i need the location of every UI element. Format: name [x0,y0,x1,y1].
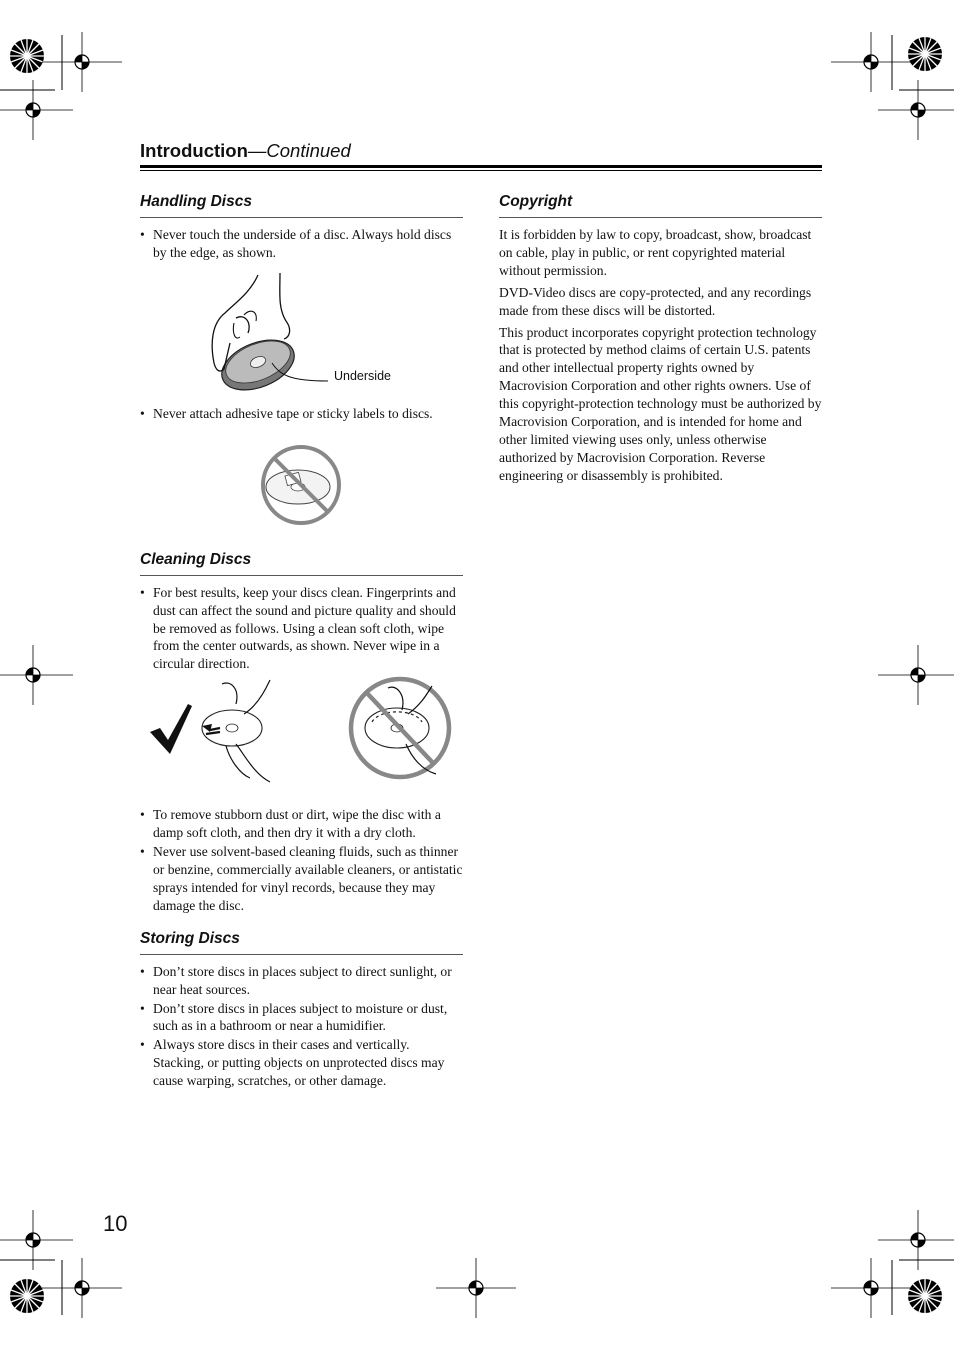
prohibited-label-icon [140,424,463,536]
cleaning-list-2 [140,806,463,914]
figure-cleaning [140,674,463,802]
figure-hold-disc [140,263,463,403]
storing-list [140,963,463,1090]
header-continued: —Continued [247,140,351,161]
left-column [140,192,463,1091]
section-heading-storing: Storing Discs [140,929,463,955]
hand-holding-disc-icon [140,263,463,403]
copyright-paragraph-1: It is forbidden by law to copy, broadcast, show, broadcast on cable, play in public, or rent copyrighted material without permission. [499,227,812,278]
page-number: 10 [103,1211,128,1236]
header-title: Introduction [140,140,248,161]
header-rule [140,165,822,168]
cleaning-bullet-3: • Never use solvent-based cleaning fluids, such as thinner or benzine, commercially available cleaners, or antistatic sprays intended for vinyl records, because they may damage the disc. [140,843,463,915]
handling-bullet-2: • Never attach adhesive tape or sticky labels to discs. [140,405,463,423]
figure-no-labels [140,424,463,536]
page-header [140,138,822,164]
handling-bullet-1: • Never touch the underside of a disc. Always hold discs by the edge, as shown. [140,226,463,262]
section-heading-copyright: Copyright [499,192,822,218]
handling-list-2 [140,405,463,423]
copyright-paragraph-3: This product incorporates copyright protection technology that is protected by method claims of certain U.S. patents and other intellectual property rights owned by Macrovision Corporation and other rights owners. Use of this copyright-protection technology must be authorized by Macrovision Corporation, and is intended for home and other limited viewing uses only, unless otherwise authorized by Macrovision Corporation. Reverse engineering or disassembly is prohibited. [499,324,822,483]
storing-bullet-1: • Don’t store discs in places subject to direct sunlight, or near heat sources. [140,963,463,999]
storing-bullet-3: • Always store discs in their cases and vertically. Stacking, or putting objects on unprotected discs may cause warping, scratches, or other damage. [140,1036,463,1090]
section-heading-handling: Handling Discs [140,192,463,218]
handling-list [140,226,463,262]
copyright-paragraph-2: DVD-Video discs are copy-protected, and any recordings made from these discs will be distorted. [499,284,812,318]
cleaning-list [140,584,463,674]
cleaning-illustration [140,674,463,802]
header-rule-thin [140,170,822,171]
cleaning-bullet-2: • To remove stubborn dust or dirt, wipe the disc with a damp soft cloth, and then dry it with a dry cloth. [140,806,463,842]
cleaning-bullet-1: • For best results, keep your discs clean. Fingerprints and dust can affect the sound and picture quality and should be removed as follows. Using a clean soft cloth, wipe from the center outwards, as shown. Never wipe in a circular direction. [140,584,463,674]
check-mark-icon [150,704,192,754]
right-column [499,192,822,489]
underside-label: Underside [334,368,391,383]
storing-bullet-2: • Don’t store discs in places subject to moisture or dust, such as in a bathroom or near a humidifier. [140,1000,463,1036]
section-heading-cleaning: Cleaning Discs [140,550,463,576]
